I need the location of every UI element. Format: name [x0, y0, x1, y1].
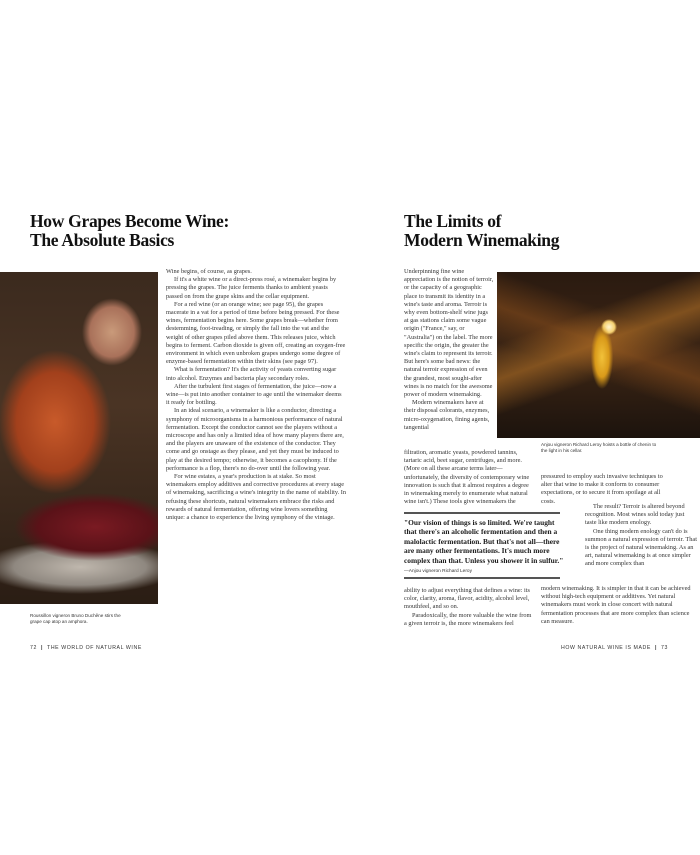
section-name: THE WORLD OF NATURAL WINE: [47, 645, 142, 651]
paragraph: For a red wine (or an orange wine; see page 95), the grapes macerate in a vat for a period of time before being pressed. For these wines, fermentation begins here. Some grapes break—whether from destemming, foot-treading, or simply the fall into the vat and the weight of other grapes piled above them. This releases juice, which begins to ferment. Carbon dioxide is given off, creating an oxygen-free environment in which even unbroken grapes undergo some degree of enzyme-based fermentation within their skins (see page 97).: [166, 300, 346, 366]
paragraph: ability to adjust everything that defines a wine: its color, clarity, aroma, flavor, acidity, alcohol level, mouthfeel, and so on.: [404, 587, 530, 611]
title-line: How Grapes Become Wine:: [30, 211, 230, 231]
paragraph: pressured to employ such invasive techniques to alter that wine to make it conform to consumer expectations, or to secure it from spoilage at all costs.: [541, 473, 663, 505]
footer-separator: |: [40, 645, 44, 651]
section-name: HOW NATURAL WINE IS MADE: [561, 645, 651, 651]
right-column-indented: [585, 503, 697, 569]
paragraph: If it's a white wine or a direct-press rosé, a winemaker begins by pressing the grapes. The juice ferments thanks to ambient yeasts passed on from the grape skins and the cellar equipment.: [166, 276, 337, 300]
paragraph: What is fermentation? It's the activity of yeasts converting sugar into alcohol. Enzymes and bacteria play secondary roles.: [166, 366, 337, 382]
pull-quote: [404, 518, 564, 574]
right-photo-caption: Anjou vigneron Richard Leroy hoists a bottle of chenin to the light in his cellar.: [541, 442, 657, 454]
right-column-top: [541, 473, 671, 506]
title-line: The Limits of: [404, 211, 502, 231]
paragraph: One thing modern enology can't do is summon a natural expression of terroir. That is the project of natural winemaking. As an art, natural winemaking is at once simpler and more complex than: [585, 527, 697, 568]
winemaker-stirring-grapes-photo: [0, 272, 158, 604]
right-column-bottom: [541, 585, 698, 626]
right-page-footer: [561, 645, 668, 651]
quote-top-rule: [404, 512, 560, 514]
paragraph: Underpinning fine wine appreciation is the notion of terroir, or the capacity of a geographic place to transmit its identity in a wine's taste and aroma. Terroir is why even bottom-shelf wine jugs at gas stations claim some vague origin ("France," say, or "Australia") on the label. The more specific the origin, the greater the wine's claim to represent its terroir. But here's some bad news: the natural terroir expression of even the grandest, most sought-after wines is no match for the awesome power of modern winemaking.: [404, 268, 494, 399]
paragraph: Wine begins, of course, as grapes.: [166, 268, 252, 275]
paragraph: After the turbulent first stages of fermentation, the juice—now a wine—is put into another container to age until the winemaker deems it ready for bottling.: [166, 382, 342, 407]
quote-bottom-rule: [404, 577, 560, 579]
vigneron-holding-bottle-photo: [497, 272, 700, 438]
title-line: The Absolute Basics: [30, 230, 175, 250]
right-narrow-column: [404, 268, 494, 432]
paragraph: In an ideal scenario, a winemaker is like a conductor, directing a symphony of microorganisms in a harmonious performance of natural fermentation. Except the conductor cannot see the players without a microscope and has only a limited idea of how many players there are, and the players are unaware of the existence of the conductor. They come and go onstage as they please, and yet they must be induced to play at the desired tempo; otherwise, it becomes a cacophony. If the performance is a flop, there's no do-over until the following year.: [166, 407, 344, 472]
footer-separator: |: [654, 645, 658, 651]
page-number: 72: [30, 645, 37, 651]
paragraph: For wine estates, a year's production is at stake. So most winemakers employ additives and corrective procedures at every stage of winemaking, sacrificing a wine's integrity in the name of stability. In refusing these shortcuts, natural winemakers embrace the risks and rewards of natural fermentation, offering wine lovers something unique: a chance to experience the living symphony of the vintage.: [166, 473, 346, 522]
title-line: Modern Winemaking: [404, 230, 560, 250]
paragraph: modern winemaking. It is simpler in that it can be achieved without high-tech equipment or additives. Yet natural winemakers must work in close concert with natural fermentation processes that are more complex than science can measure.: [541, 585, 691, 625]
paragraph: filtration, aromatic yeasts, powdered tannins, tartaric acid, beet sugar, centrifuges, and more. (More on all these arcane terms later—unfortunately, the diversity of contemporary wine innovation is such that it almost requires a degree in winemaking merely to enumerate what natural wine isn't.) These tools give winemakers the: [404, 449, 530, 506]
quote-text: "Our vision of things is so limited. We're taught that there's an alcoholic fermentation and then a malolactic fermentation. But that's not all—there are many other fermentations. It's much more complex than that. Unless you shower it in sulfur.": [404, 518, 564, 565]
left-page-footer: [30, 645, 142, 651]
paragraph: The result? Terroir is altered beyond recognition. Most wines sold today just taste like modern enology.: [585, 503, 685, 527]
left-photo-caption: Roussillon vigneron Bruno Duchêne stirs the grape cap atop an amphora.: [30, 613, 121, 625]
right-wide-continuation: [404, 449, 532, 506]
right-lower-left-column: [404, 587, 532, 628]
paragraph: Paradoxically, the more valuable the wine from a given terroir is, the more winemakers feel: [404, 611, 532, 627]
right-page-title: [404, 212, 559, 250]
left-body-column: [166, 268, 346, 522]
quote-attribution: —Anjou vigneron Richard Leroy: [404, 569, 472, 575]
left-page-title: [30, 212, 229, 250]
page-number: 73: [661, 645, 668, 651]
paragraph: Modern winemakers have at their disposal colorants, enzymes, micro-oxygenation, fining agents, tangential: [404, 399, 490, 431]
